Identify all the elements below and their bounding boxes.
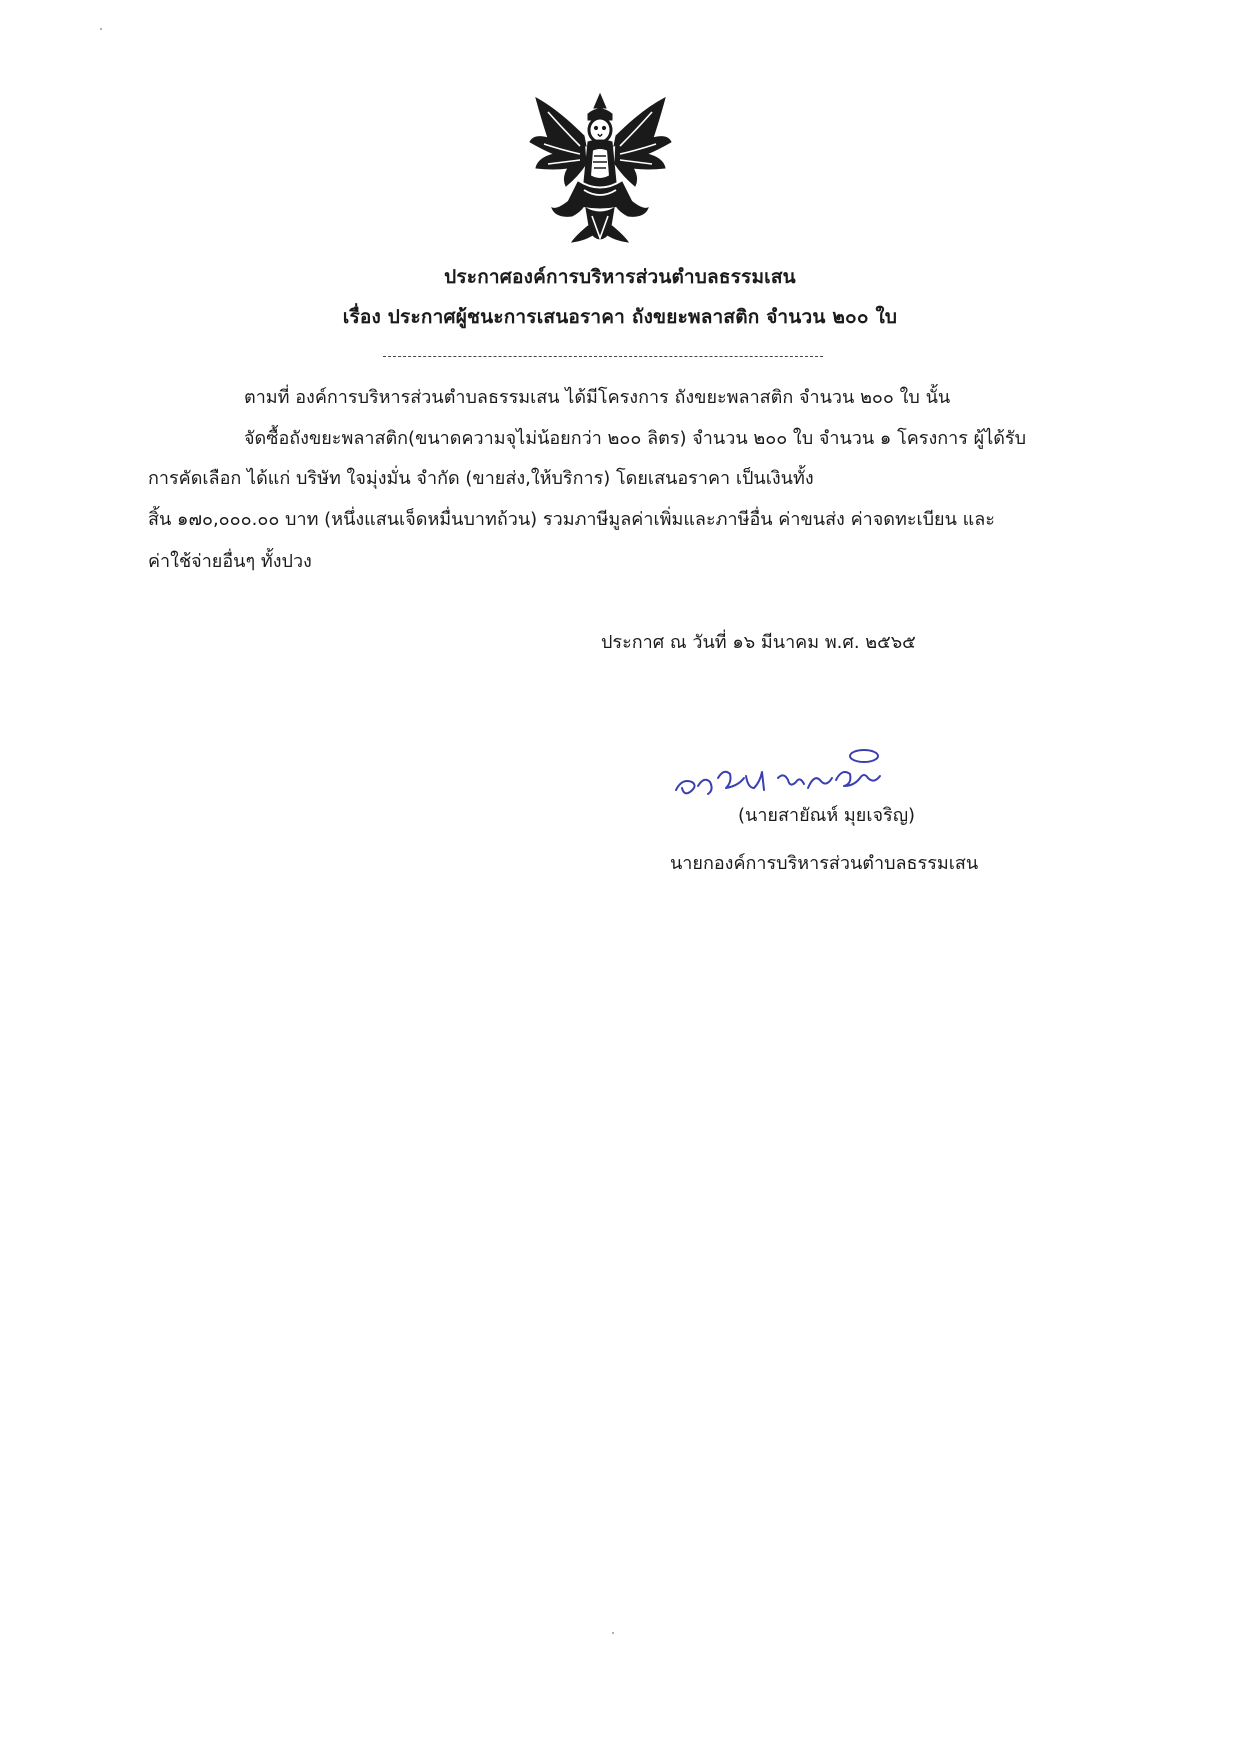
announcement-subject: เรื่อง ประกาศผู้ชนะการเสนอราคา ถังขยะพลาสติก จำนวน ๒๐๐ ใบ	[342, 306, 898, 328]
body-line-2: จัดซื้อถังขยะพลาสติก(ขนาดความจุไม่น้อยกว่า ๒๐๐ ลิตร) จำนวน ๒๐๐ ใบ จำนวน ๑ โครงการ ผู้ได้รับ	[244, 428, 1027, 449]
body-line-5: ค่าใช้จ่ายอื่นๆ ทั้งปวง	[148, 551, 312, 572]
body-line-1: ตามที่ องค์การบริหารส่วนตำบลธรรมเสน ได้มีโครงการ ถังขยะพลาสติก จำนวน ๒๐๐ ใบ นั้น	[244, 387, 951, 408]
announcement-title: ประกาศองค์การบริหารส่วนตำบลธรรมเสน	[444, 266, 796, 288]
body-line-4: สิ้น ๑๗๐,๐๐๐.๐๐ บาท (หนึ่งแสนเจ็ดหมื่นบาทถ้วน) รวมภาษีมูลค่าเพิ่มและภาษีอื่น ค่าขนส่ง ค่าจดทะเบียน และ	[148, 509, 995, 530]
signer-position: นายกองค์การบริหารส่วนตำบลธรรมเสน	[670, 853, 979, 874]
handwritten-signature	[668, 738, 898, 808]
scan-speck	[100, 28, 102, 30]
title-divider	[383, 356, 823, 357]
body-line-3: การคัดเลือก ได้แก่ บริษัท ใจมุ่งมั่น จำกัด (ขายส่ง,ให้บริการ) โดยเสนอราคา เป็นเงินทั้ง	[148, 468, 814, 489]
announcement-date: ประกาศ ณ วันที่ ๑๖ มีนาคม พ.ศ. ๒๕๖๕	[601, 632, 916, 653]
signer-name: (นายสายัณห์ มุยเจริญ)	[738, 805, 916, 826]
garuda-emblem-icon	[528, 90, 673, 248]
scan-speck	[612, 1632, 614, 1634]
